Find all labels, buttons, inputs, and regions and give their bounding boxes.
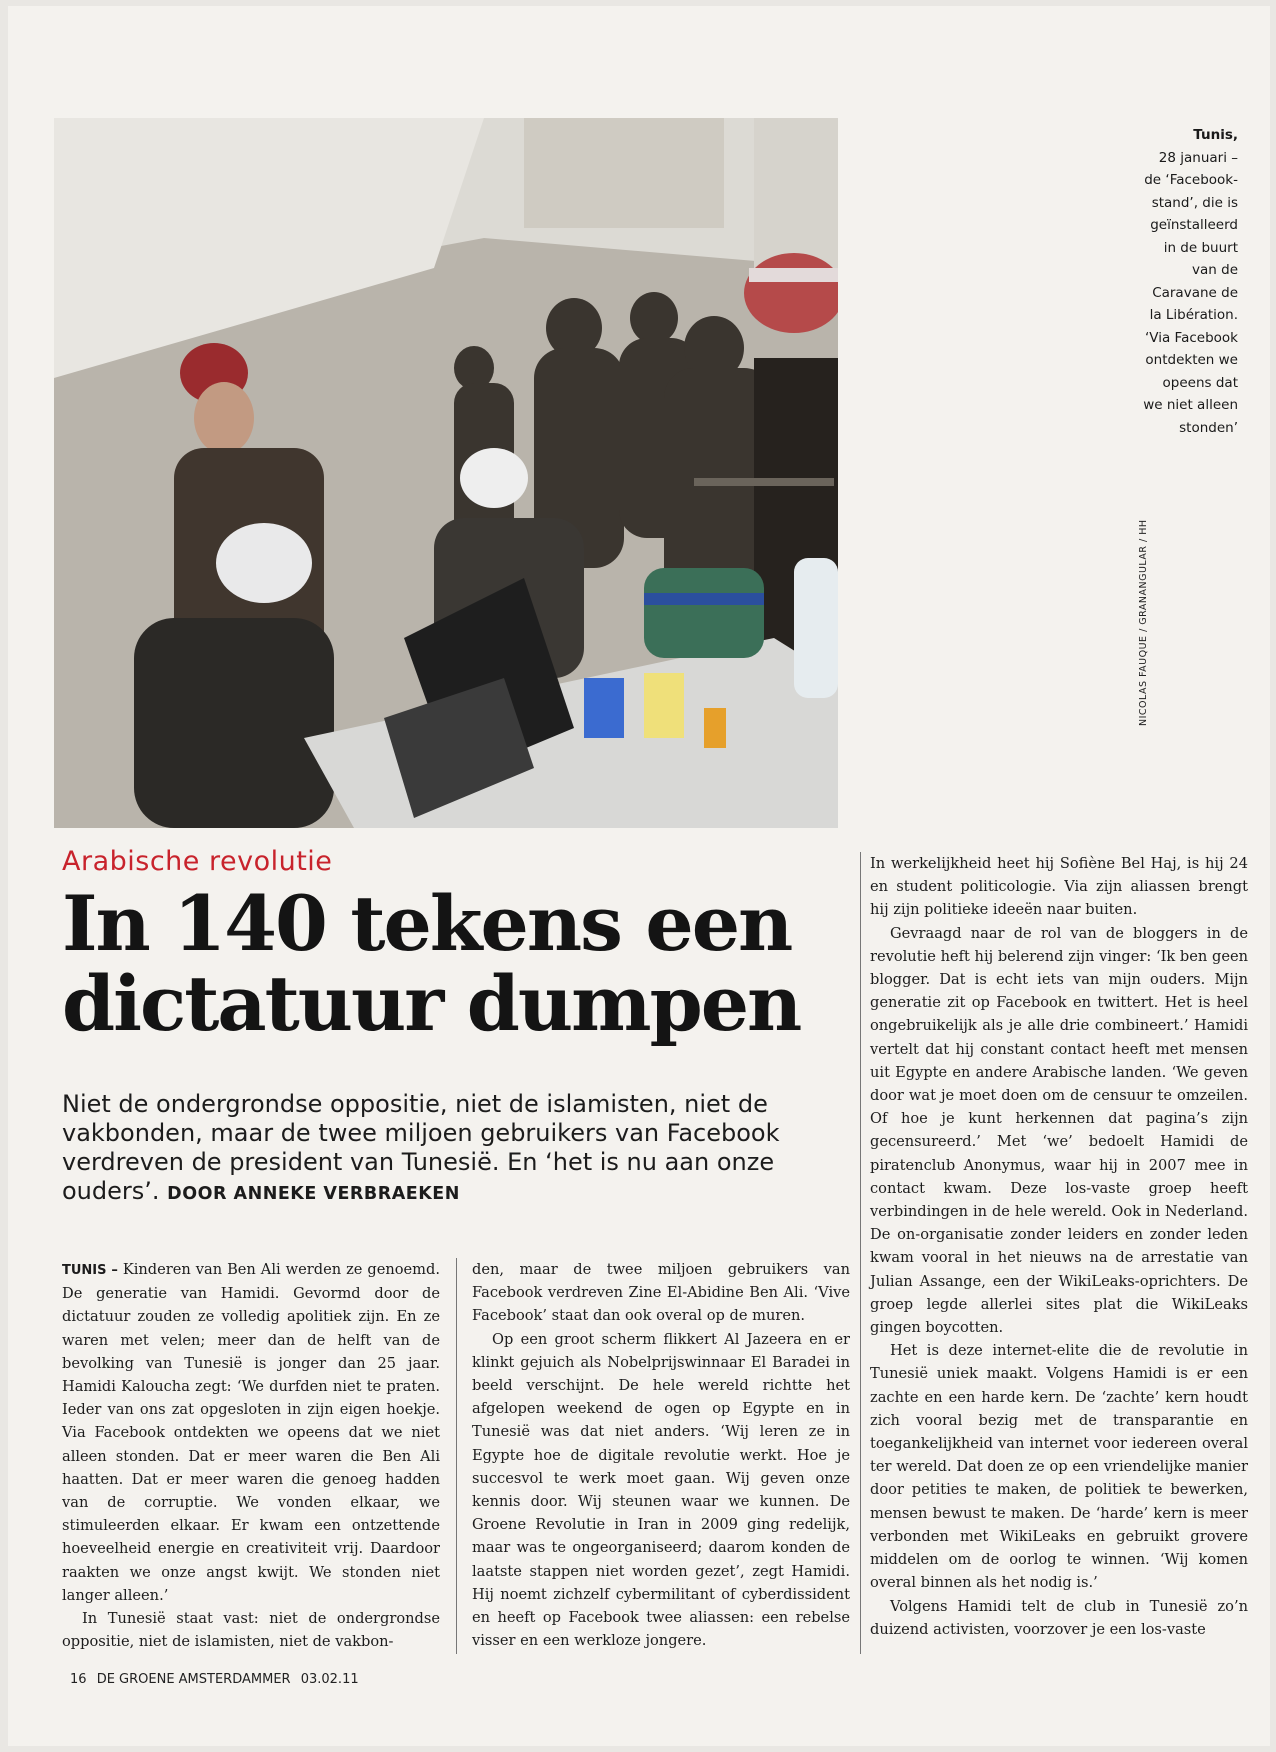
byline: DOOR ANNEKE VERBRAEKEN <box>167 1184 460 1204</box>
page-number: 16 <box>70 1672 87 1687</box>
caption-place: Tunis, <box>1193 127 1238 143</box>
article-dek <box>62 1090 852 1209</box>
text-column-2 <box>472 1258 850 1652</box>
caption-line: la Libération. <box>1149 307 1238 323</box>
caption-line: opeens dat <box>1162 374 1238 391</box>
paragraph: Volgens Hamidi telt de club in Tunesië zo’n duizend activisten, voorzover je een los-vaste <box>870 1597 1248 1638</box>
text-column-1 <box>62 1258 440 1653</box>
article-headline <box>62 879 842 1048</box>
caption-line: ontdekten we <box>1145 352 1238 368</box>
photo-caption <box>1058 124 1238 439</box>
caption-line: van de <box>1192 262 1238 278</box>
paragraph <box>62 1258 440 1607</box>
photo-illustration <box>54 118 838 828</box>
paragraph: Gevraagd naar de rol van de bloggers in de revolutie heft hij belerend zijn vinger: ‘Ik ben geen blogger. Dat is echt iets van mijn ouders. Mijn generatie zit op Facebook en twittert. Het is heel ongebruikelijk als je alle drie combineert.’ Hamidi vertelt dat hij constant contact heeft met mensen uit Egypte en andere Arabische landen. ‘We geven door wat je moet doen om de censuur te omzeilen. Of hoe je kunt herkennen dat pagina’s zijn gecensureerd.’ Met ‘we’ bedoelt Hamidi de piratenclub Anonymus, waar hij in 2007 mee in contact kwam. Deze los-vaste groep heeft verbindingen in de hele wereld. Ook in Nederland. De on-organisatie zonder leiders en zonder leden kwam vooral in het nieuws na de arrestatie van Julian Assange, een der WikiLeaks-oprichters. De groep legde allerlei sites plat die WikiLeaks gingen boycotten. <box>870 924 1248 1337</box>
dateline: TUNIS – <box>62 1263 118 1278</box>
publication-name: DE GROENE AMSTERDAMMER <box>96 1672 291 1687</box>
caption-line: stand’, die is <box>1151 194 1238 211</box>
dek-text: Niet de ondergrondse oppositie, niet de islamisten, niet de vakbonden, maar de twee miljoen gebruikers van Facebook verdreven de president van Tunesië. En ‘het is nu aan onze ouders’. <box>62 1090 780 1205</box>
caption-line: in de buurt <box>1163 239 1238 256</box>
caption-line: geïnstalleerd <box>1150 217 1238 233</box>
paragraph: Op een groot scherm flikkert Al Jazeera en er klinkt gejuich als Nobelprijswinnaar El Baradei in beeld verschijnt. De hele wereld richtte het afgelopen weekend de ogen op Egypte en in Tunesië was dat niet anders. ‘Wij leren ze in Egypte hoe de digitale revolutie werkt. Hoe je succesvol te werk moet gaan. Wij geven onze kennis door. Wij steunen waar we kunnen. De Groene Revolutie in Iran in 2009 ging redelijk, maar was te ongeorganiseerd; daarom konden de laatste stappen niet worden gezet’, zegt Hamidi. Hij noemt zichzelf cybermilitant of cyberdissident en heeft op Facebook twee aliassen: een rebelse visser en een werkloze jongere. <box>472 1330 850 1650</box>
headline-line: In 140 tekens een <box>62 879 792 968</box>
page-footer <box>70 1672 365 1687</box>
caption-line: stonden’ <box>1179 419 1238 436</box>
text-column-3 <box>870 852 1248 1641</box>
column-rule <box>860 852 861 1654</box>
issue-date: 03.02.11 <box>300 1672 359 1687</box>
caption-line: Caravane de <box>1152 284 1238 301</box>
paragraph: In Tunesië staat vast: niet de ondergrondse oppositie, niet de islamisten, niet de vakbon- <box>62 1610 440 1651</box>
paragraph: Het is deze internet-elite die de revolutie in Tunesië uniek maakt. Volgens Hamidi is er een zachte en een harde kern. De ‘zachte’ kern houdt zich vooral bezig met de transparantie en toegankelijkheid van internet voor iedereen overal ter wereld. Dat doen ze op een vriendelijke manier door petities te maken, de politiek te bewerken, mensen bewust te maken. De ‘harde’ kern is meer verbonden met WikiLeaks en gebruikt grovere middelen om de oorlog te winnen. ‘Wij komen overal binnen als het nodig is.’ <box>870 1342 1248 1592</box>
caption-line: de ‘Facebook- <box>1144 172 1238 188</box>
caption-line: ‘Via Facebook <box>1145 329 1238 346</box>
photo-credit: NICOLAS FAUQUE / GRANANGULAR / HH <box>1138 519 1149 726</box>
paragraph: In werkelijkheid heet hij Sofiène Bel Haj, is hij 24 en student politicologie. Via zijn aliassen brengt hij zijn politieke ideeën naar buiten. <box>870 855 1248 919</box>
column-rule <box>456 1258 457 1654</box>
headline-line: dictatuur dumpen <box>62 959 801 1048</box>
section-kicker: Arabische revolutie <box>62 846 333 877</box>
paragraph-text: Kinderen van Ben Ali werden ze genoemd. De generatie van Hamidi. Gevormd door de dictatuur zouden ze volledig apolitiek zijn. En ze waren met velen; meer dan de helft van de bevolking van Tunesië is jonger dan 25 jaar. Hamidi Kaloucha zegt: ‘We durfden niet te praten. Ieder van ons zat opgesloten in zijn eigen hoekje. Via Facebook ontdekten we opeens dat we niet alleen stonden. Dat er meer waren die Ben Ali haatten. Dat er meer waren die genoeg hadden van de corruptie. We vonden elkaar, we stimuleerden elkaar. Er kwam een ontzettende hoeveelheid energie en creativiteit vrij. Daardoor raakten we onze angst kwijt. We stonden niet langer alleen.’ <box>62 1261 440 1604</box>
caption-line: 28 januari – <box>1158 149 1238 166</box>
paragraph: den, maar de twee miljoen gebruikers van Facebook verdreven Zine El-Abidine Ben Ali. ‘Vive Facebook’ staat dan ook overal op de muren. <box>472 1261 850 1325</box>
caption-line: we niet alleen <box>1143 397 1238 413</box>
magazine-page <box>8 6 1270 1746</box>
article-photo <box>54 118 838 828</box>
